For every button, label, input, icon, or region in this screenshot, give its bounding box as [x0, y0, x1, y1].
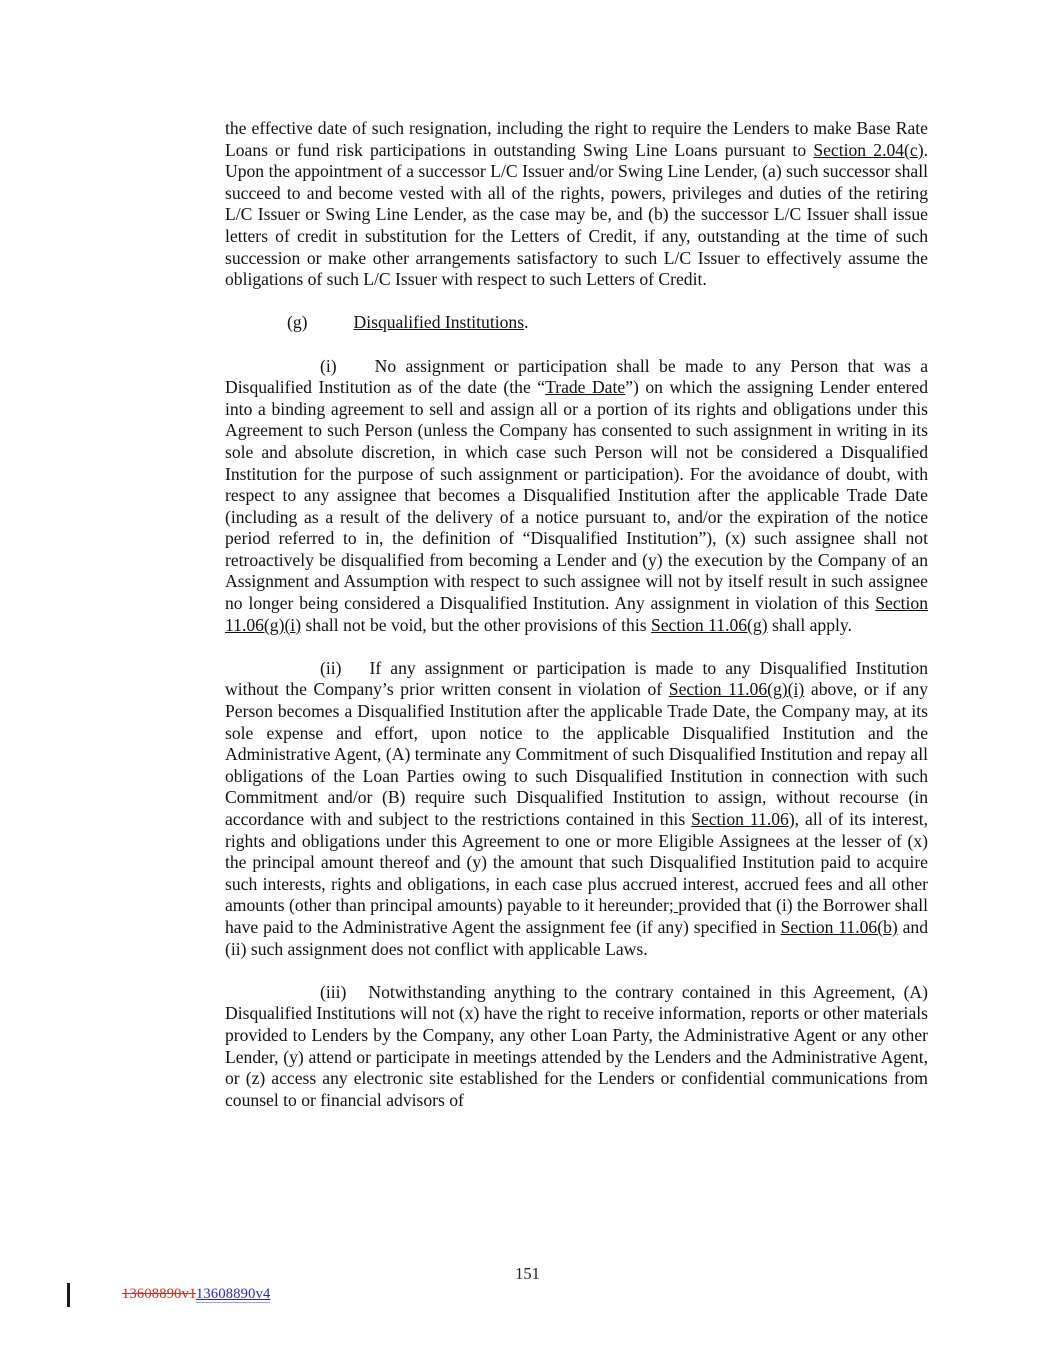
- paragraph-text: shall not be void, but the other provisions of this: [301, 614, 651, 635]
- heading-period: .: [524, 312, 529, 333]
- heading-title: Disqualified Institutions: [353, 312, 525, 333]
- paragraph-clause-i: [225, 356, 928, 637]
- paragraph-text: ”) on which the assigning Lender entered into a binding agreement to sell and assign all or a portion of its rights and obligations under this Agreement to such Person (unless the Company has consented to such assignment in writing in its sole and absolute discretion, in which case such Person will not be considered a Disqualified Institution for the purpose of such assignment or participation). For the avoidance of doubt, with respect to any assignee that becomes a Disqualified Institution after the applicable Trade Date (including as a result of the delivery of a notice pursuant to, and/or the expiration of the notice period referred to in, the definition of “Disqualified Institution”), (x) such assignee shall not retroactively be disqualified from becoming a Lender and (y) the execution by the Company of an Assignment and Assumption with respect to such assignee will not by itself result in such assignee no longer being considered a Disqualified Institution. Any assignment in violation of this: [225, 377, 928, 614]
- deleted-version-text: 13608890v1: [122, 1286, 196, 1302]
- section-reference: Section 11.06(g)(i): [668, 679, 805, 700]
- paragraph-text: If any assignment or participation is made to any Disqualified Institution without the Company’s prior written consent in violation of: [225, 657, 928, 700]
- paragraph-text: . Upon the appointment of a successor L/C Issuer and/or Swing Line Lender, (a) such successor shall succeed to and become vested with all of the rights, powers, privileges and duties of the retiring L/C Issuer or Swing Line Lender, as the case may be, and (b) the successor L/C Issuer shall issue letters of credit in substitution for the Letters of Credit, if any, outstanding at the time of such succession or make other arrangements satisfactory to such L/C Issuer to effectively assume the obligations of such L/C Issuer with respect to such Letters of Credit.: [225, 139, 928, 290]
- paragraph-continuation: [225, 118, 928, 291]
- section-reference: Section 2.04(c): [813, 139, 924, 160]
- paragraph-text: the effective date of such resignation, including the right to require the Lenders to make Base Rate Loans or fund risk participations in outstanding Swing Line Loans pursuant to: [225, 118, 928, 160]
- page-body: [225, 118, 928, 1133]
- clause-label: (i): [320, 355, 337, 376]
- paragraph-text: provided that (i) the Borrower shall have paid to the Administrative Agent the assignment fee (if any) specified in: [225, 895, 928, 937]
- document-version-stamp: [122, 1286, 270, 1303]
- section-reference: Section 11.06(g): [650, 614, 768, 635]
- page-number: 151: [515, 1264, 540, 1283]
- inserted-version-text: 13608890v4: [195, 1286, 271, 1302]
- paragraph-text: No assignment or participation shall be made to any Person that was a Disqualified Institution as of the date (the “: [225, 355, 928, 398]
- clause-label: (g): [287, 312, 308, 333]
- paragraph-text: above, or if any Person becomes a Disqualified Institution after the applicable Trade Date, the Company may, at its sole expense and effort, upon notice to the applicable Disqualified Institution and the Administrative Agent, (A) terminate any Commitment of such Disqualified Institution and repay all obligations of the Loan Parties owing to such Disqualified Institution in connection with such Commitment and/or (B) require such Disqualified Institution to assign, without recourse (in accordance with and subject to the restrictions contained in this: [225, 679, 928, 829]
- clause-label: (iii): [320, 981, 347, 1002]
- paragraph-text: shall apply.: [767, 614, 852, 635]
- paragraph-text: Notwithstanding anything to the contrary contained in this Agreement, (A) Disqualified Institutions will not (x) have the right to receive information, reports or other materials provided to Lenders by the Company, any other Loan Party, the Administrative Agent or any other Lender, (y) attend or participate in meetings attended by the Lenders and the Administrative Agent, or (z) access any electronic site established for the Lenders or confidential communications from counsel to or financial advisors of: [225, 981, 928, 1110]
- section-reference: Section 11.06(b): [780, 916, 898, 937]
- paragraph-clause-iii: [225, 982, 928, 1112]
- heading-disqualified-institutions: [225, 312, 928, 334]
- change-bar: [67, 1283, 70, 1307]
- section-reference: Section 11.06: [691, 809, 789, 829]
- paragraph-text: and (ii) such assignment does not conflict with applicable Laws.: [225, 916, 928, 959]
- clause-label: (ii): [320, 657, 342, 678]
- paragraph-clause-ii: [225, 658, 928, 960]
- defined-term: Trade Date: [545, 377, 626, 398]
- paragraph-text: ), all of its interest, rights and obligations under this Agreement to one or more Eligible Assignees at the lesser of (x) the principal amount thereof and (y) the amount that such Disqualified Institution paid to acquire such interests, rights and obligations, in each case plus accrued interest, accrued fees and all other amounts (other than principal amounts) payable to it hereunder;: [225, 809, 928, 916]
- section-reference: Section 11.06(g)(i): [225, 593, 928, 635]
